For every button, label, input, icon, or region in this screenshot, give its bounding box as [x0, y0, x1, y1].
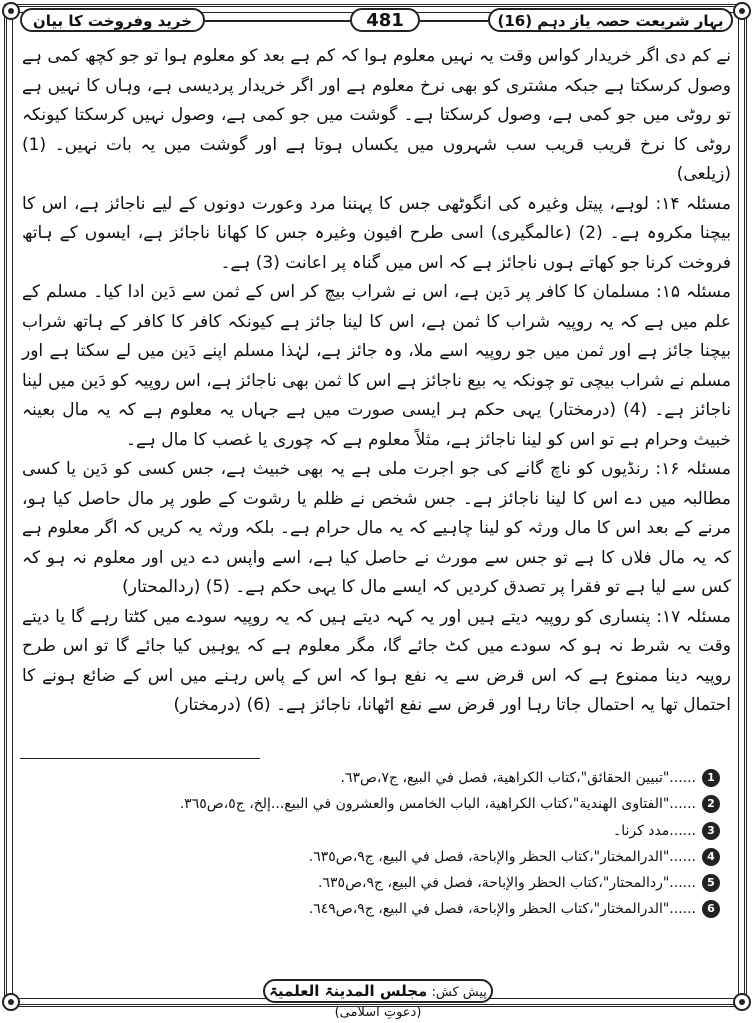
footnote-number: 3 — [702, 822, 720, 840]
header-rule — [205, 20, 350, 22]
corner-ornament-icon — [733, 2, 751, 20]
footnote-number: 4 — [702, 848, 720, 866]
footnote-text: ......"ردالمحتار"،كتاب الحظر والإباحة، فصل في البيع، ج٩،ص٦٣٥. — [318, 875, 696, 892]
footnote-text: ......"الدرالمختار"،كتاب الحظر والإباحة، فصل في البيع، ج٩،ص٦٣٥. — [308, 848, 696, 865]
page-number: 481 — [350, 8, 420, 32]
footnote-item — [30, 844, 720, 870]
footnote-item — [30, 896, 720, 922]
page-header — [20, 6, 733, 36]
masala-17: مسئلہ ۱۷: پنساری کو روپیہ دیتے ہیں اور یہ کہہ دیتے ہیں کہ یہ روپیہ سودے میں کٹتا رہے گا یا دیتے وقت یہ شرط نہ ہو کہ سودے میں کٹ جائے گا، مگر معلوم ہے کہ یوہیں کیا جائے گا تو اس طرح روپیہ دینا ممنوع ہے کہ اس قرض سے یہ نفع ہوا کہ اس کے پاس رہنے میں اس کے ضائع ہونے کا احتمال تھا یہ احتمال جاتا رہا اور قرض سے نفع اٹھانا، ناجائز ہے۔ (6) (درمختار) — [22, 606, 731, 715]
footnote-item — [30, 791, 720, 817]
publisher-name: مجلس المدینۃ العلمیۃ — [269, 982, 428, 1000]
page-footer — [0, 976, 753, 1020]
corner-ornament-icon — [2, 2, 20, 20]
footnote-item — [30, 818, 720, 844]
footnotes — [30, 765, 720, 923]
masala-15: مسئلہ ۱۵: مسلمان کا کافر پر دَین ہے، اس نے شراب بیچ کر اس کے ثمن سے دَین ادا کیا۔ مسلم کے علم میں ہے کہ یہ روپیہ شراب کا ثمن ہے، اس کا لینا جائز ہے کیونکہ کافر کا کافر کے ہاتھ شراب بیچنا جائز ہے اور ثمن میں جو روپیہ اسے ملا، وہ جائز ہے، لہٰذا مسلم اپنے دَین میں لے سکتا ہے اور مسلم نے شراب بیچی تو چونکہ یہ بیع ناجائز ہے اس کا ثمن بھی ناجائز ہے، اس روپیہ کو دَین میں لینا ناجائز ہے۔ (4) (درمختار) یہی حکم ہر ایسی صورت میں ہے جہاں یہ معلوم ہے کہ یہ مال بعینہ خبیث وحرام ہے تو اس کو لینا ناجائز ہے، مثلاً معلوم ہے کہ چوری یا غصب کا مال ہے۔ — [22, 282, 731, 450]
footnote-number: 2 — [702, 795, 720, 813]
footnote-text: ......"الدرالمختار"،كتاب الحظر والإباحة، فصل في البيع، ج٩،ص٦٤٩. — [308, 901, 696, 918]
footnote-number: 5 — [702, 874, 720, 892]
footnote-text: ......"الفتاوى الهندية"،كتاب الكراهية، الباب الخامس والعشرون في البيع...إلخ، ج٥،ص٣٦٥. — [179, 796, 696, 813]
footnote-item — [30, 870, 720, 896]
publisher-prefix: پیش کش: — [431, 985, 487, 1000]
footnote-text: ......مدد کرنا۔ — [613, 822, 696, 839]
footnote-number: 1 — [702, 769, 720, 787]
chapter-title: خرید وفروخت کا بیان — [20, 8, 205, 32]
footnote-item — [30, 765, 720, 791]
book-title: بہارِ شریعت حصہ یاز دہم (16) — [488, 8, 733, 32]
footnote-number: 6 — [702, 900, 720, 918]
footnote-divider — [20, 758, 260, 759]
publisher-suffix: (دعوتِ اسلامی) — [334, 1005, 422, 1020]
masala-14: مسئلہ ۱۴: لوہے، پیتل وغیرہ کی انگوٹھی جس کا پہننا مرد وعورت دونوں کے لیے ناجائز ہے، اس کا بیچنا مکروہ ہے۔ (2) (عالمگیری) اسی طرح افیون وغیرہ جس کا کھانا ناجائز ہے، ایسوں کے ہاتھ فروخت کرنا جو کھاتے ہوں ناجائز ہے کہ اس میں گناہ پر اعانت (3) ہے۔ — [22, 193, 731, 273]
publisher-box — [263, 979, 493, 1020]
paragraph: نے کم دی اگر خریدار کواس وقت یہ نہیں معلوم ہوا کہ کم ہے بعد کو معلوم ہوا تو جو کچھ کمی ہے وصول کرسکتا ہے جبکہ مشتری کو بھی نرخ معلوم ہے اور اگر خریدار پردیسی ہے، وہاں کا نہیں ہے تو روٹی میں جو کمی ہے، وصول کرسکتا ہے۔ گوشت میں جو کمی ہے، وصول نہیں کرسکتا کیونکہ روٹی کا نرخ قریب قریب سب شہروں میں یکساں ہوتا ہے اور گوشت میں یہ بات نہیں۔ (1) (زیلعی) — [22, 46, 731, 184]
masala-16: مسئلہ ۱۶: رنڈیوں کو ناچ گانے کی جو اجرت ملی ہے یہ بھی خبیث ہے، جس کسی کو دَین یا کسی مطالبہ میں دے اس کا لینا ناجائز ہے۔ جس شخص نے ظلم یا رشوت کے طور پر مال حاصل کیا ہو، مرنے کے بعد اس کا مال ورثہ کو لینا چاہیے کہ یہ مال حرام ہے۔ بلکہ ورثہ یہ کریں کہ اگر معلوم ہے کہ یہ مال فلاں کا ہے تو جس سے مورث نے حاصل کیا ہے، اسے واپس دے دیں اور معلوم نہ ہو کہ کس سے لیا ہے تو فقرا پر تصدق کردیں کہ ایسے مال کا یہی حکم ہے۔ (5) (ردالمحتار) — [22, 459, 731, 597]
main-text — [22, 42, 731, 721]
footnote-text: ......"تبيين الحقائق"،كتاب الكراهية، فصل في البيع، ج٧،ص٦٣. — [340, 770, 696, 786]
header-rule — [420, 20, 488, 22]
